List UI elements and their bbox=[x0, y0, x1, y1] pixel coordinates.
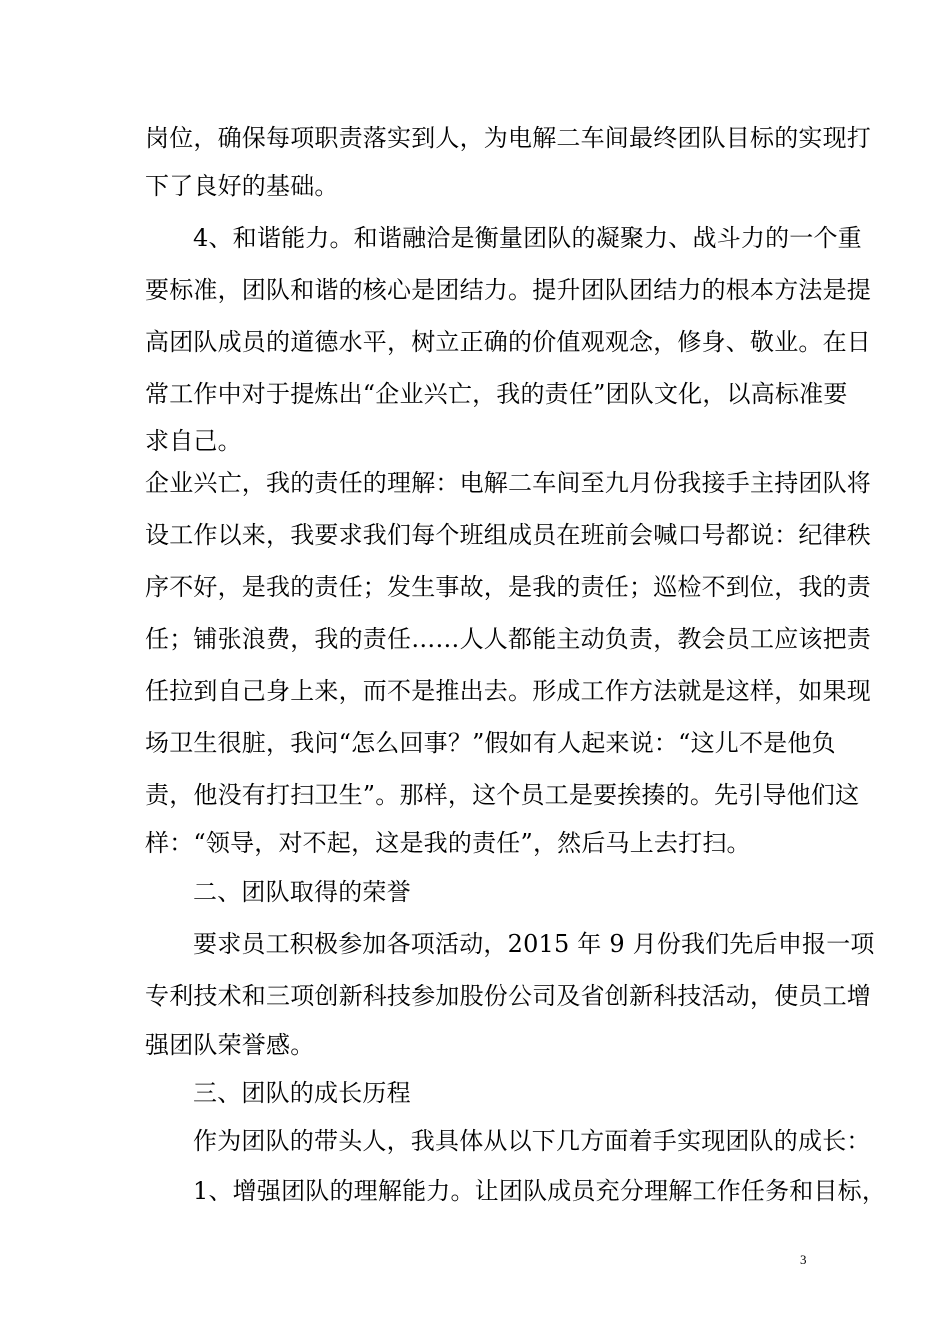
text-line-10: 序不好，是我的责任；发生事故，是我的责任；巡检不到位，我的责 bbox=[145, 573, 871, 601]
paragraph-harmony-ability: 4、和谐能力。和谐融洽是衡量团队的凝聚力、战斗力的一个重 bbox=[193, 224, 862, 252]
text-line-5: 高团队成员的道德水平，树立正确的价值观观念，修身、敬业。在日 bbox=[145, 328, 871, 356]
section-heading-honors: 二、团队取得的荣誉 bbox=[193, 878, 411, 906]
text-line-4: 要标准，团队和谐的核心是团结力。提升团队团结力的根本方法是提 bbox=[145, 276, 871, 304]
text-line-1: 岗位，确保每项职责落实到人，为电解二车间最终团队目标的实现打 bbox=[145, 124, 871, 152]
text-line-6: 常工作中对于提炼出“企业兴亡，我的责任”团队文化，以高标准要 bbox=[145, 380, 848, 408]
text-line-2: 下了良好的基础。 bbox=[145, 172, 339, 200]
section-heading-growth: 三、团队的成长历程 bbox=[193, 1079, 411, 1107]
text-line-11: 任；铺张浪费，我的责任……人人都能主动负责，教会员工应该把责 bbox=[145, 625, 871, 653]
text-line-12: 任拉到自己身上来，而不是推出去。形成工作方法就是这样，如果现 bbox=[145, 677, 871, 705]
text-line-7: 求自己。 bbox=[145, 427, 242, 455]
paragraph-honors: 要求员工积极参加各项活动，2015 年 9 月份我们先后申报一项 bbox=[193, 930, 875, 958]
text-line-13: 场卫生很脏，我问“怎么回事？”假如有人起来说：“这儿不是他负 bbox=[145, 729, 836, 757]
text-line-19: 强团队荣誉感。 bbox=[145, 1031, 315, 1059]
page-number: 3 bbox=[800, 1252, 807, 1267]
text-line-9: 设工作以来，我要求我们每个班组成员在班前会喊口号都说：纪律秩 bbox=[145, 521, 871, 549]
paragraph-understanding-ability: 1、增强团队的理解能力。让团队成员充分理解工作任务和目标， bbox=[193, 1177, 887, 1205]
paragraph-growth-intro: 作为团队的带头人，我具体从以下几方面着手实现团队的成长： bbox=[193, 1127, 871, 1155]
paragraph-responsibility: 企业兴亡，我的责任的理解：电解二车间至九月份我接手主持团队将 bbox=[145, 469, 871, 497]
text-line-18: 专利技术和三项创新科技参加股份公司及省创新科技活动，使员工增 bbox=[145, 982, 871, 1010]
text-line-14: 责，他没有打扫卫生”。那样，这个员工是要挨揍的。先引导他们这 bbox=[145, 781, 860, 809]
text-line-15: 样：“领导，对不起，这是我的责任”，然后马上去打扫。 bbox=[145, 829, 751, 857]
